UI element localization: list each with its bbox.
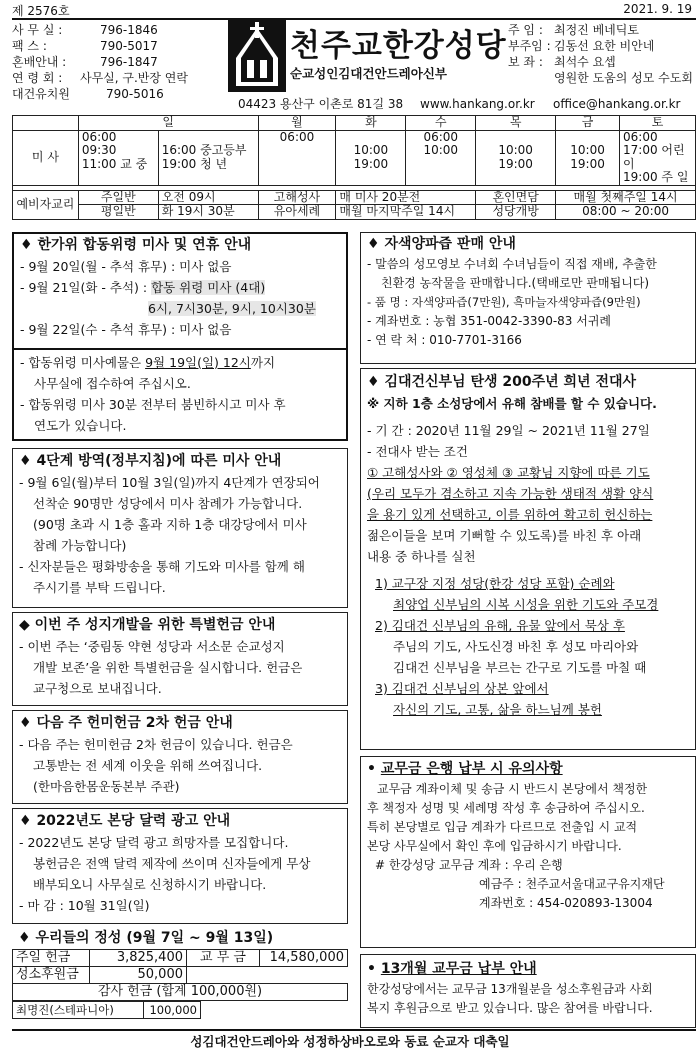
special-offering-notice	[12, 612, 348, 706]
prep-class-label: 주일반	[78, 190, 158, 205]
level4-line: - 신자분들은 평화방송을 통해 기도와 미사를 함께 해	[19, 559, 305, 574]
jubilee-item: 2) 김대건 신부님의 유해, 유물 앞에서 묵상 후	[375, 618, 625, 633]
level4-line: 참례 가능합니다)	[33, 538, 127, 553]
sunday-mass-b: 16:00 중고등부 19:00 청 년	[158, 130, 258, 185]
bullet-icon: ♦	[19, 715, 37, 731]
prep-row	[13, 190, 696, 205]
calendar-line: - 2022년도 본당 달력 광고 희망자를 모집합니다.	[19, 835, 289, 850]
bank-line: 본당 사무실에서 확인 후에 입금하시기 바랍니다.	[367, 839, 622, 853]
sale-line: - 계좌번호 : 농협 351-0042-3390-83 서귀례	[367, 314, 612, 328]
level4-line: 주시기를 부탁 드립니다.	[33, 580, 166, 595]
calendar-line: - 마 감 : 10월 31일(일)	[19, 898, 150, 913]
saturday-mass: 06:00 17:00 어린이 19:00 주 일	[620, 130, 696, 185]
offering-row	[13, 984, 348, 1001]
footer-rule	[12, 1029, 696, 1031]
day-header: 토	[620, 116, 696, 131]
staff-label: 주 임 :	[508, 23, 543, 37]
jubilee-item: 최양업 신부님의 시복 시성을 위한 기도와 주모경	[393, 597, 659, 612]
offering-cell: 교 무 금	[187, 950, 260, 967]
sacrament-time: 매월 첫째주일 14시	[556, 190, 696, 205]
wednesday-mass: 06:00 10:00	[406, 130, 476, 185]
bank-account: # 한강성당 교무금 계좌 : 우리 은행	[375, 858, 563, 872]
day-header: 화	[336, 116, 406, 131]
website-link[interactable]: www.hankang.or.kr	[420, 97, 535, 111]
sale-line: - 말씀의 성모영보 수녀회 수녀님들이 직접 재배, 추출한	[367, 257, 657, 271]
sacrament-name: 유아세례	[258, 205, 336, 220]
donor-table	[12, 1001, 201, 1019]
prep-class-time: 오전 09시	[158, 190, 258, 205]
day-header: 금	[556, 116, 620, 131]
thirteen-line: 복지 후원금으로 받고 있습니다. 많은 참여를 바랍니다.	[367, 1001, 653, 1015]
contact-label: 사 무 실 :	[12, 23, 63, 37]
church-patron: 순교성인김대건안드레아신부	[290, 66, 447, 81]
jubilee-subtitle: ※ 지하 1층 소성당에서 유해 참배를 할 수 있습니다.	[367, 396, 657, 411]
prep-row	[13, 205, 696, 220]
calendar-line: 배부되오니 사무실로 신청하시기 바랍니다.	[33, 877, 267, 892]
offering-row	[13, 967, 348, 984]
bullet-icon: ♦	[19, 453, 37, 469]
onion-juice-sale-notice	[360, 232, 696, 364]
contact-label: 혼배안내 :	[12, 55, 67, 69]
schedule-table	[12, 115, 696, 220]
contact-value: 790-5016	[106, 87, 164, 101]
donor-row	[13, 1002, 201, 1019]
staff-label: 보 좌 :	[508, 55, 543, 69]
staff-value: 최정진 베네딕토	[554, 23, 639, 37]
sale-line: - 연 락 처 : 010-7701-3166	[367, 333, 522, 347]
note-line: 사무실에 접수하여 주십시오.	[34, 376, 191, 391]
thirteen-line: 한강성당에서는 교무금 13개월분을 성소후원금과 사회	[367, 982, 653, 996]
sacrament-time: 매월 마지막주일 14시	[336, 205, 476, 220]
chuseok-note	[14, 348, 346, 438]
level4-title: ♦ 4단계 방역(정부지침)에 따른 미사 안내	[19, 453, 282, 469]
level4-line: - 9월 6일(월)부터 10월 3일(일)까지 4단계가 연장되어	[19, 475, 320, 490]
offering-cell: 성소후원금	[13, 967, 90, 984]
level4-notice	[12, 448, 348, 608]
contact-row	[12, 54, 232, 70]
bullet-icon: ♦	[367, 374, 385, 390]
church-logo	[228, 20, 507, 94]
contact-value: 790-5017	[100, 39, 158, 53]
sacrament-name: 고해성사	[258, 190, 336, 205]
offering-table	[12, 949, 348, 1001]
special-line: - 이번 주는 ‘중림동 약현 성당과 서소문 순교성지	[19, 639, 285, 654]
donor-name: 최명진(스테파니아)	[13, 1002, 144, 1019]
chuseok-times: 6시, 7시30분, 9시, 10시30분	[148, 301, 316, 316]
bank-title: • 교무금 은행 납부 시 유의사항	[367, 761, 563, 777]
dot-icon: •	[367, 961, 381, 977]
bank-line: 교무금 계좌이체 및 송금 시 반드시 본당에서 책정한	[377, 782, 648, 796]
schedule-corner	[13, 116, 79, 131]
prep-class-label: 평일반	[78, 205, 158, 220]
bank-payment-notice	[360, 756, 696, 948]
contact-value: 796-1846	[100, 23, 158, 37]
dot-icon: •	[367, 761, 381, 777]
contact-row	[12, 86, 232, 102]
bank-line: 특히 본당별로 입금 계좌가 다르므로 전출입 시 교적	[367, 820, 638, 834]
sacrament-name: 혼인면담	[476, 190, 556, 205]
chuseok-line: - 9월 20일(월 - 추석 휴무) : 미사 없음	[20, 259, 232, 274]
jubilee-line: ① 고해성사와 ② 영성체 ③ 교황님 지향에 따른 기도	[367, 465, 650, 480]
chuseok-line: - 9월 22일(수 - 추석 휴무) : 미사 없음	[20, 322, 232, 337]
staff-value: 김동선 요한 비안네	[554, 39, 655, 53]
bank-holder: 예금주 : 천주교서울대교구유지재단	[479, 877, 665, 891]
thirteen-month-notice	[360, 954, 696, 1028]
staff-value: 최석수 요셉	[554, 55, 616, 69]
second-line: (한마음한몸운동본부 주관)	[33, 779, 180, 794]
bank-number: 계좌번호 : 454-020893-13004	[479, 896, 653, 910]
jubilee-title: ♦ 김대건신부님 탄생 200주년 희년 전대사	[367, 374, 637, 390]
special-line: 교구청으로 보내집니다.	[33, 681, 162, 696]
mass-label: 미 사	[13, 130, 79, 185]
email-link[interactable]: office@hankang.or.kr	[553, 97, 681, 111]
day-header: 목	[476, 116, 556, 131]
offering-title: ♦ 우리들의 정성 (9월 7일 ~ 9월 13일)	[18, 930, 274, 946]
issue-date: 2021. 9. 19	[623, 2, 692, 16]
chuseok-line: - 9월 21일(화 - 추석) : 합동 위령 미사 (4대)	[20, 280, 266, 295]
bullet-icon: ♦	[19, 813, 37, 829]
diamond-icon: ◆	[19, 617, 35, 633]
jubilee-item: 주님의 기도, 사도신경 바친 후 성모 마리아와	[393, 639, 639, 654]
level4-line: (90명 초과 시 1층 홀과 지하 1층 대강당에서 미사	[33, 517, 307, 532]
issue-number: 제 2576호	[12, 4, 70, 18]
staff-row	[508, 38, 698, 54]
jubilee-indulgence-notice	[360, 368, 696, 750]
sunday-mass-a: 06:00 09:30 11:00 교 중	[78, 130, 158, 185]
level4-line: 선착순 90명만 성당에서 미사 참례가 가능합니다.	[33, 496, 303, 511]
sale-line: 친환경 농작물을 판매합니다.(택배로만 판매됩니다)	[381, 276, 650, 290]
second-line: - 다음 주는 헌미헌금 2차 헌금이 있습니다. 헌금은	[19, 737, 293, 752]
donor-amount: 100,000	[144, 1002, 201, 1019]
prep-label: 예비자교리	[13, 190, 79, 219]
church-name: 천주교한강성당	[290, 28, 507, 64]
sacrament-time: 매 미사 20분전	[336, 190, 476, 205]
staff-row	[508, 70, 698, 86]
chuseok-notice	[12, 232, 348, 441]
mass-row	[13, 130, 696, 185]
offering-cell: 주일 헌금	[13, 950, 90, 967]
bank-line: 후 책정자 성명 및 세례명 작성 후 송금하여 주십시오.	[367, 801, 645, 815]
second-collection-notice	[12, 710, 348, 804]
jubilee-item: 1) 교구장 지정 성당(한강 성당 포함) 순례와	[375, 576, 615, 591]
staff-row	[508, 22, 698, 38]
special-title: ◆ 이번 주 성지개발을 위한 특별헌금 안내	[19, 617, 276, 633]
tuesday-mass: 10:00 19:00	[336, 130, 406, 185]
note-line: 연도가 있습니다.	[34, 418, 127, 433]
offering-cell: 50,000	[90, 967, 187, 984]
offering-cell: 14,580,000	[260, 950, 348, 967]
footer-feast: 성김대건안드레아와 성정하상바오로와 동료 순교자 대축일	[190, 1034, 510, 1049]
jubilee-item: 자신의 기도, 고통, 삶을 하느님께 봉헌	[393, 702, 602, 717]
day-header: 월	[258, 116, 336, 131]
offering-row	[13, 950, 348, 967]
address: 04423 용산구 이촌로 81길 38	[238, 97, 404, 111]
offering-cell	[187, 967, 348, 984]
staff-label: 부주임 :	[508, 39, 551, 53]
jubilee-line: - 전대사 받는 조건	[367, 444, 468, 459]
staff-list	[508, 22, 698, 86]
contact-row	[12, 38, 232, 54]
day-header: 수	[406, 116, 476, 131]
church-building-icon	[228, 20, 286, 92]
sacrament-time: 08:00 ~ 20:00	[556, 205, 696, 220]
contact-list	[12, 22, 232, 102]
note-line: - 합동위령 미사 30분 전부터 붐빈하시고 미사 후	[20, 397, 286, 412]
calendar-title: ♦ 2022년도 본당 달력 광고 안내	[19, 813, 231, 829]
note-line: - 합동위령 미사예물은 9월 19일(일) 12시까지	[20, 355, 276, 370]
second-title: ♦ 다음 주 헌미헌금 2차 헌금 안내	[19, 715, 233, 731]
prep-class-time: 화 19시 30분	[158, 205, 258, 220]
bullet-icon: ♦	[367, 236, 385, 252]
thirteen-title: • 13개월 교무금 납부 안내	[367, 961, 537, 977]
contact-value: 796-1847	[100, 55, 158, 69]
bullet-icon: ♦	[18, 930, 36, 946]
jubilee-item: 3) 김대건 신부님의 상본 앞에서	[375, 681, 549, 696]
contact-row	[12, 22, 232, 38]
offering-section	[12, 928, 348, 1019]
sale-line: - 품 명 : 자색양파즙(7만원), 흑마늘자색양파즙(9만원)	[367, 295, 641, 309]
contact-row	[12, 70, 232, 86]
schedule-header-row	[13, 116, 696, 131]
special-line: 개발 보존’을 위한 특별헌금을 실시합니다. 헌금은	[33, 660, 303, 675]
calendar-ad-notice	[12, 808, 348, 924]
chuseok-title: ♦ 한가위 합동위령 미사 및 연휴 안내	[20, 237, 252, 253]
offering-cell: 감사 헌금 (합계 100,000원)	[13, 984, 348, 1001]
contact-value: 사무실, 구.반장 연락	[80, 71, 188, 85]
thursday-mass: 10:00 19:00	[476, 130, 556, 185]
contact-label: 팩 스 :	[12, 39, 47, 53]
staff-row	[508, 54, 698, 70]
staff-value: 영원한 도움의 성모 수도회	[554, 71, 693, 85]
sacrament-name: 성당개방	[476, 205, 556, 220]
monday-mass: 06:00	[258, 130, 336, 185]
second-line: 고통받는 전 세계 이웃을 위해 쓰여집니다.	[33, 758, 263, 773]
sale-title: ♦ 자색양파즙 판매 안내	[367, 236, 516, 252]
offering-cell: 3,825,400	[90, 950, 187, 967]
jubilee-line: 내용 중 하나를 실천	[367, 549, 476, 564]
contact-label: 대건유치원	[12, 87, 70, 101]
jubilee-line: 을 용기 있게 선택하고, 이를 위하여 확고히 헌신하는	[367, 507, 653, 522]
contact-label: 연 령 회 :	[12, 71, 63, 85]
calendar-line: 봉헌금은 전액 달력 제작에 쓰이며 신자들에게 무상	[33, 856, 311, 871]
jubilee-line: (우리 모두가 겸소하고 지속 가능한 생태적 생활 양식	[367, 486, 654, 501]
jubilee-line: - 기 간 : 2020년 11월 29일 ~ 2021년 11월 27일	[367, 423, 650, 438]
bullet-icon: ♦	[20, 237, 38, 253]
jubilee-item: 김대건 신부님을 부르는 간구로 기도를 마칠 때	[393, 660, 647, 675]
jubilee-line: 젊은이들을 보며 기뻐할 수 있도록)를 바친 후 아래	[367, 528, 642, 543]
day-header: 일	[78, 116, 258, 131]
friday-mass: 10:00 19:00	[556, 130, 620, 185]
